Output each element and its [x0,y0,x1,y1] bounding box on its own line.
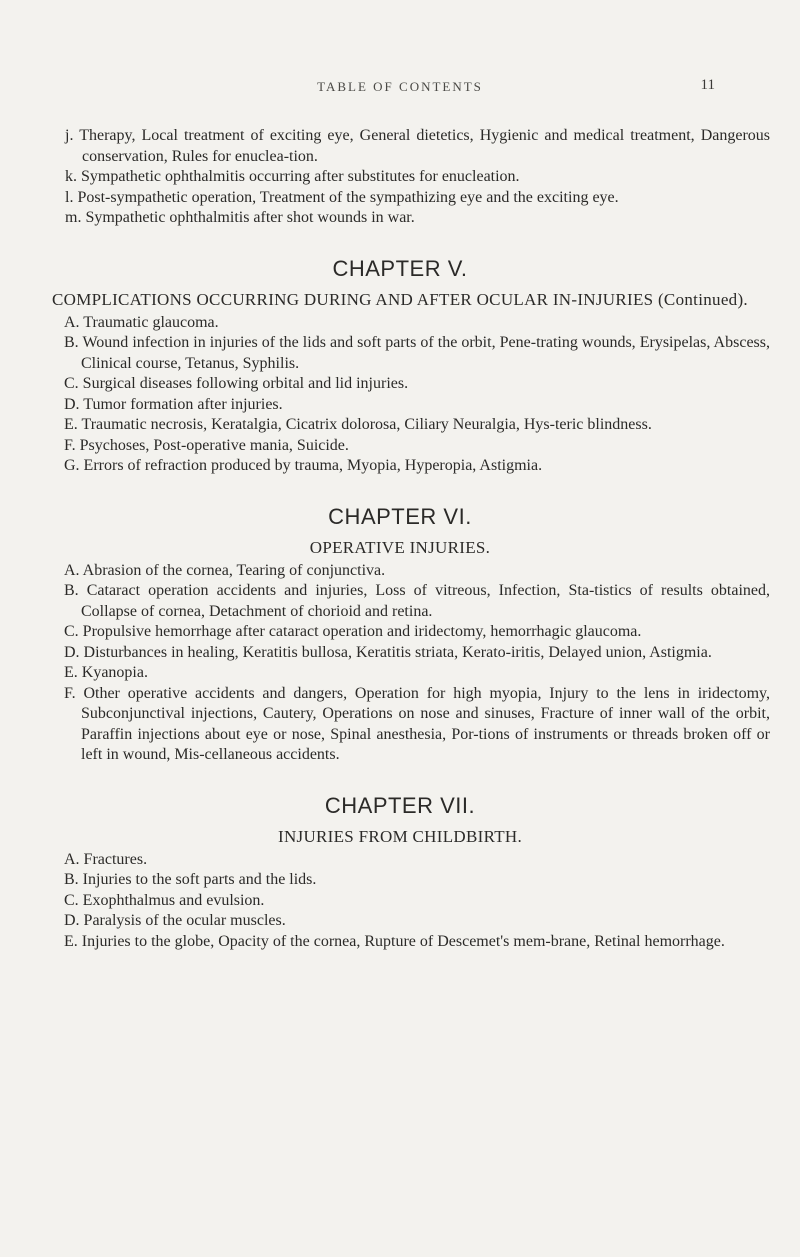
list-item: E. Kyanopia. [64,664,148,681]
chapter-v [30,256,770,477]
list-item: E. Injuries to the globe, Opacity of the cornea, Rupture of Descemet's mem-brane, Retinal hemorrhage. [64,932,725,950]
list-item: B. Cataract operation accidents and injuries, Loss of vitreous, Infection, Sta-tistics of results obtained, Collapse of cornea, Detachment of chorioid and retina. [64,582,770,620]
list-item: l. Post-sympathetic operation, Treatment of the sympathizing eye and the exciting eye. [65,188,619,206]
list-item: D. Disturbances in healing, Keratitis bullosa, Keratitis striata, Kerato-iritis, Delayed union, Astigmia. [64,643,712,661]
list-item: m. Sympathetic ophthalmitis after shot wounds in war. [65,209,415,226]
list-item: k. Sympathetic ophthalmitis occurring after substitutes for enucleation. [65,168,520,185]
list-item: C. Surgical diseases following orbital and lid injuries. [64,375,409,392]
list-item: D. Paralysis of the ocular muscles. [64,912,286,929]
list-item: F. Psychoses, Post-operative mania, Suicide. [64,436,349,454]
chapter-vi [30,504,770,766]
list-item: A. Traumatic glaucoma. [64,313,219,331]
list-item: D. Tumor formation after injuries. [64,395,283,413]
chapter-subtitle: INJURIES FROM CHILDBIRTH. [277,826,523,846]
list-item: E. Traumatic necrosis, Keratalgia, Cicatrix dolorosa, Ciliary Neuralgia, Hys-teric blindness. [64,416,652,433]
chapter-subtitle: COMPLICATIONS OCCURRING DURING AND AFTER OCULAR IN-INJURIES (Continued). [52,289,748,309]
list-item: C. Exophthalmus and evulsion. [64,891,265,909]
list-item: B. Injuries to the soft parts and the lids. [64,871,317,888]
running-title: TABLE OF CONTENTS [317,79,483,94]
list-item: B. Wound infection in injuries of the lids and soft parts of the orbit, Pene-trating wounds, Erysipelas, Abscess, Clinical course, Tetanus, Syphilis. [64,334,770,372]
list-item: F. Other operative accidents and dangers, Operation for high myopia, Injury to the lens in iridectomy, Subconjunctival injections, Cautery, Operations on nose and sinuses, Fracture of inner wall of the orbit, Paraffin injections about eye or nose, Spinal anesthesia, Por-tions of instruments or threads broken off or left in wound, Mis-cellaneous accidents. [64,684,770,763]
chapter-vii [30,793,770,953]
chapter-heading: CHAPTER V. [332,255,468,281]
list-item: A. Fractures. [64,850,148,868]
chapter-heading: CHAPTER VII. [324,792,476,818]
list-item: A. Abrasion of the cornea, Tearing of conjunctiva. [64,561,386,579]
chapter-heading: CHAPTER VI. [328,503,472,529]
contents-body [30,126,770,952]
page-header [0,79,800,101]
intro-list [30,126,770,229]
list-item: G. Errors of refraction produced by trauma, Myopia, Hyperopia, Astigmia. [64,457,543,474]
list-item: C. Propulsive hemorrhage after cataract operation and iridectomy, hemorrhagic glaucoma. [64,623,642,640]
chapter-subtitle: OPERATIVE INJURIES. [309,537,491,557]
page-number: 11 [700,77,715,93]
list-item: j. Therapy, Local treatment of exciting eye, General dietetics, Hygienic and medical treatment, Dangerous conservation, Rules for enuclea-tion. [65,127,770,165]
